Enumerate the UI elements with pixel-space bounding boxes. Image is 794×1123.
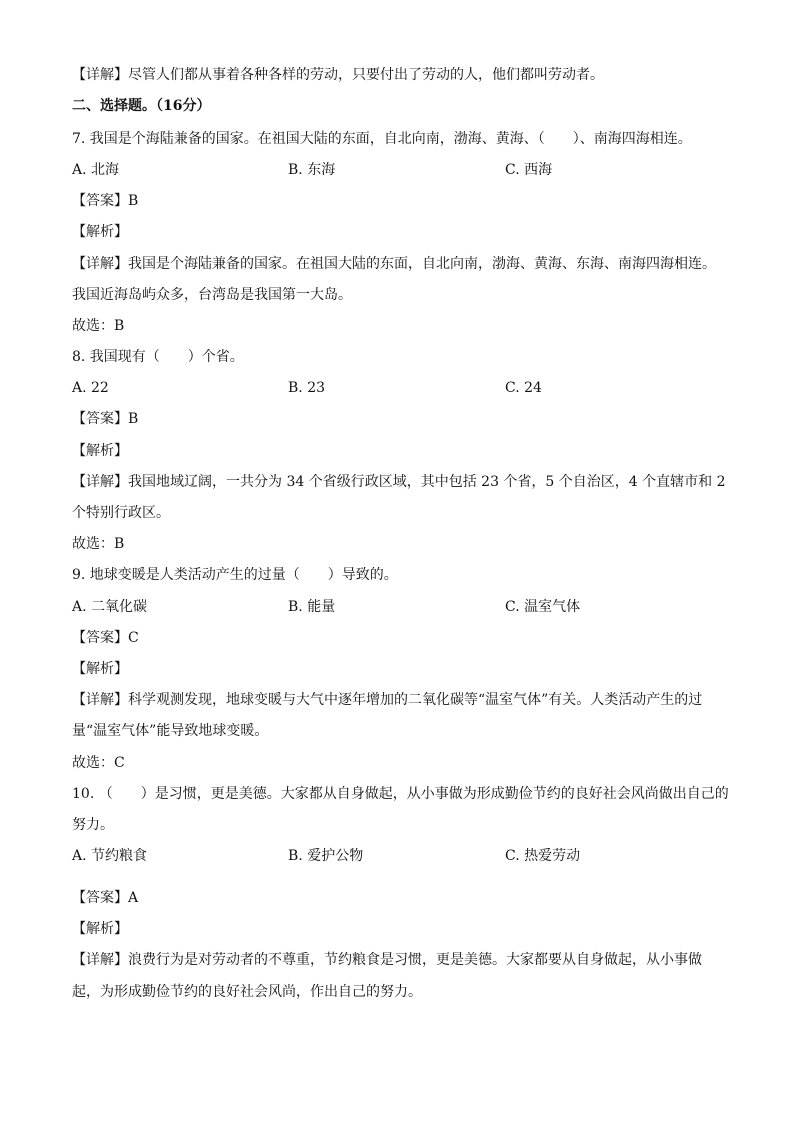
question-8: 8. 我国现有（ ）个省。: [72, 349, 244, 365]
option-c: C. 热爱劳动: [505, 848, 581, 864]
option-c: C. 24: [505, 380, 542, 396]
option-b: B. 东海: [288, 162, 336, 178]
option-b: B. 能量: [288, 599, 336, 615]
option-c: C. 西海: [505, 162, 553, 178]
detail-text: 【详解】我国是个海陆兼备的国家。在祖国大陆的东面，自北向南，渤海、黄海、东海、南海四海相连。: [72, 256, 716, 272]
section-heading: 二、选择题。（16分）: [72, 98, 211, 114]
detail-text: 量“温室气体”能导致地球变暖。: [72, 723, 269, 739]
choice-text: 故选：B: [72, 318, 125, 334]
option-a: A. 二氧化碳: [72, 599, 148, 615]
detail-text: 起，为形成勤俭节约的良好社会风尚，作出自己的努力。: [72, 984, 422, 1000]
option-a: A. 节约粮食: [72, 848, 148, 864]
analysis-label: 【解析】: [72, 224, 128, 240]
detail-text: 个特别行政区。: [72, 505, 170, 521]
detail-text: 【详解】尽管人们都从事着各种各样的劳动，只要付出了劳动的人，他们都叫劳动者。: [72, 67, 604, 83]
detail-text: 【详解】浪费行为是对劳动者的不尊重，节约粮食是习惯，更是美德。大家都要从自身做起，从小事做: [72, 952, 702, 968]
analysis-label: 【解析】: [72, 921, 128, 937]
analysis-label: 【解析】: [72, 443, 128, 459]
answer-label: 【答案】B: [72, 411, 139, 427]
question-10: 10. （ ）是习惯，更是美德。大家都从自身做起，从小事做为形成勤俭节约的良好社会风尚做出自己的: [72, 786, 729, 802]
option-c: C. 温室气体: [505, 599, 581, 615]
analysis-label: 【解析】: [72, 661, 128, 677]
detail-text: 【详解】我国地域辽阔，一共分为 34 个省级行政区域，其中包括 23 个省，5 个自治区，4 个直辖市和 2: [72, 474, 726, 490]
answer-label: 【答案】C: [72, 630, 139, 646]
detail-text: 【详解】科学观测发现，地球变暖与大气中逐年增加的二氧化碳等“温室气体”有关。人类活动产生的过: [72, 692, 703, 708]
question-7: 7. 我国是个海陆兼备的国家。在祖国大陆的东面，自北向南，渤海、黄海、（ ）、南海四海相连。: [72, 131, 692, 147]
answer-label: 【答案】A: [72, 890, 139, 906]
question-10-cont: 努力。: [72, 817, 114, 833]
choice-text: 故选：C: [72, 755, 125, 771]
option-a: A. 北海: [72, 162, 120, 178]
option-b: B. 23: [288, 380, 326, 396]
option-a: A. 22: [72, 380, 109, 396]
detail-text: 我国近海岛屿众多，台湾岛是我国第一大岛。: [72, 287, 352, 303]
answer-label: 【答案】B: [72, 193, 139, 209]
option-b: B. 爱护公物: [288, 848, 364, 864]
choice-text: 故选：B: [72, 536, 125, 552]
question-9: 9. 地球变暖是人类活动产生的过量（ ）导致的。: [72, 567, 398, 583]
